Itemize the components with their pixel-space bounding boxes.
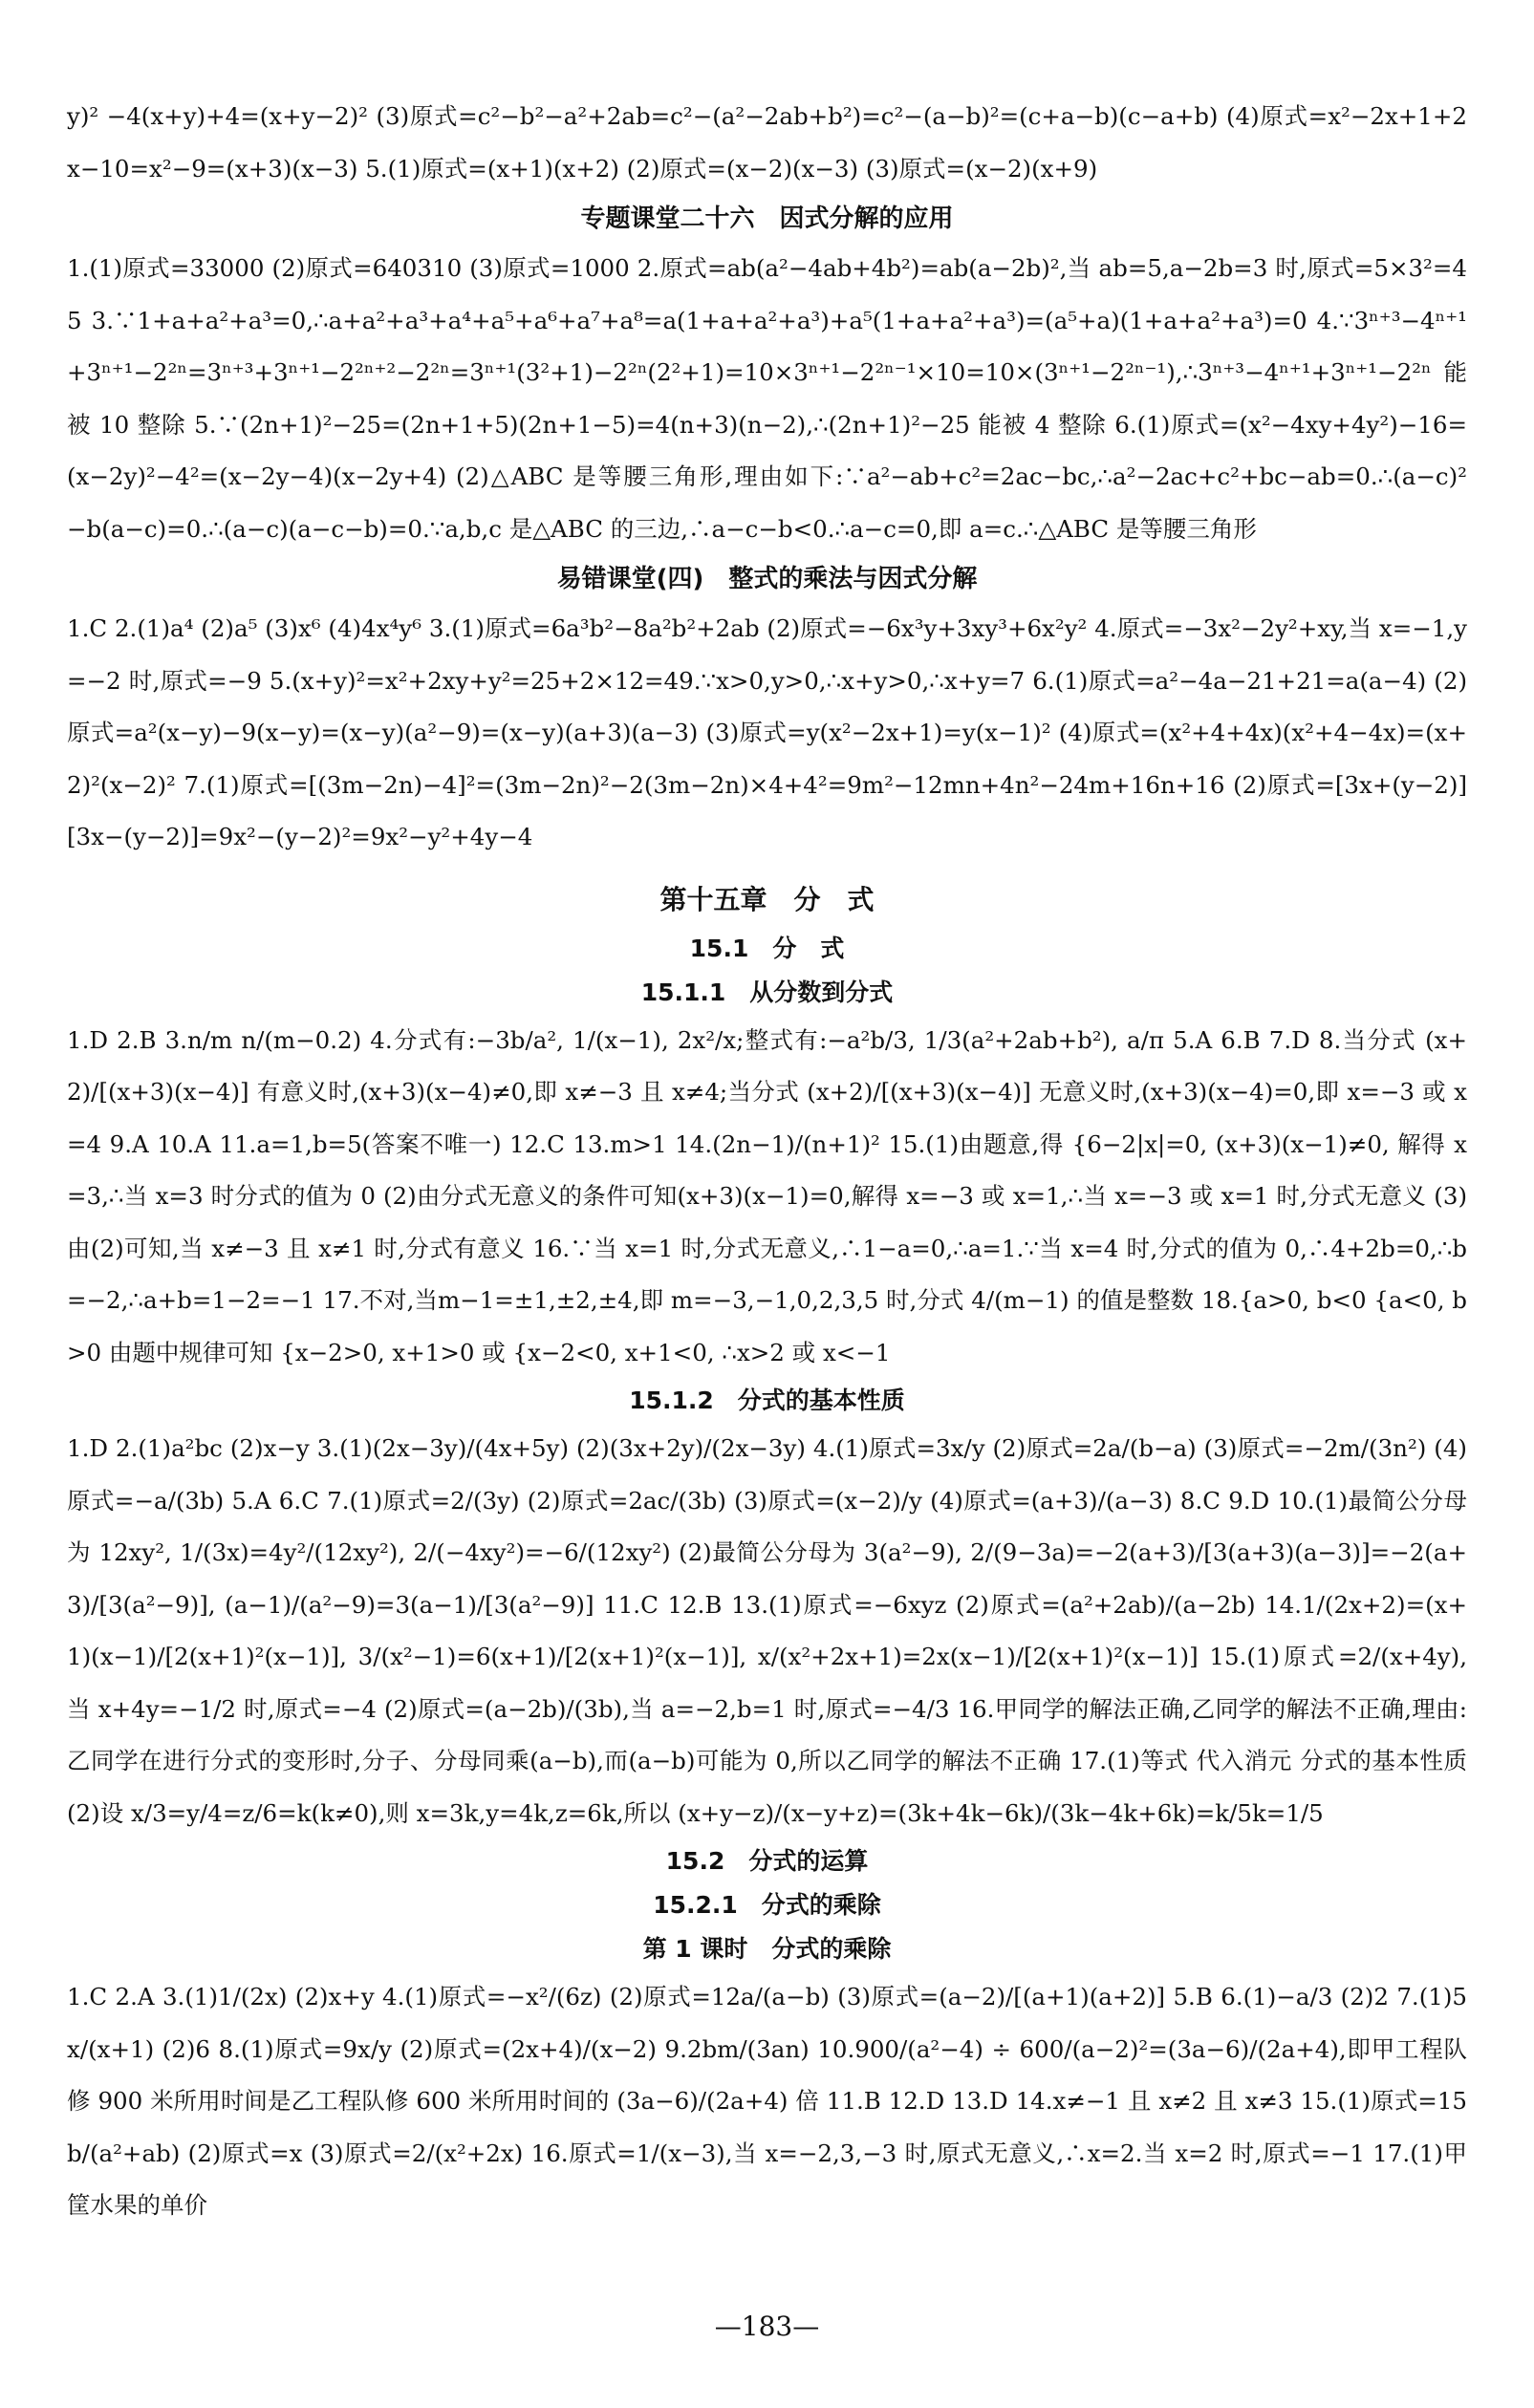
chapter-heading: 第十五章 分 式 <box>659 883 875 915</box>
subsection-heading: 15.2 分式的运算 <box>665 1847 869 1875</box>
answer-paragraph: 1.D 2.B 3.n/m n/(m−0.2) 4.分式有:−3b/a², 1/(x−1), 2x²/x;整式有:−a²b/3, 1/3(a²+2ab+b²), a/π 5.A 6.B 7.D 8.当分式 (x+2)/[(x+3)(x−4)] 有意义时,(x+3)(x−4)≠0,即 x≠−3 且 x≠4;当分式 (x+2)/[(x+3)(x−4)] 无意义时,(x+3)(x−4)=0,即 x=−3 或 x=4 9.A 10.A 11.a=1,b=5(答案不唯一) 12.C 13.m>1 14.(2n−1)/(n+1)² 15.(1)由题意,得 {6−2|x|=0, (x+3)(x−1)≠0, 解得 x=3,∴当 x=3 时分式的值为 0 (2)由分式无意义的条件可知(x+3)(x−1)=0,解得 x=−3 或 x=1,∴当 x=−3 或 x=1 时,分式无意义 (3)由(2)可知,当 x≠−3 且 x≠1 时,分式有意义 16.∵当 x=1 时,分式无意义,∴1−a=0,∴a=1.∵当 x=4 时,分式的值为 0,∴4+2b=0,∴b=−2,∴a+b=1−2=−1 17.不对,当m−1=±1,±2,±4,即 m=−3,−1,0,2,3,5 时,分式 4/(m−1) 的值是整数 18.{a>0, b<0 {a<0, b>0 由题中规律可知 {x−2>0, x+1>0 或 {x−2<0, x+1<0, ∴x>2 或 x<−1 <box>67 1025 1467 1366</box>
subsection-heading: 15.1 分 式 <box>689 934 845 962</box>
answer-content <box>67 91 1467 2232</box>
subsection-heading: 15.1.2 分式的基本性质 <box>629 1387 905 1414</box>
answer-paragraph: 1.C 2.A 3.(1)1/(2x) (2)x+y 4.(1)原式=−x²/(6z) (2)原式=12a/(a−b) (3)原式=(a−2)/[(a+1)(a+2)] 5.B 6.(1)−a/3 (2)2 7.(1)5x/(x+1) (2)6 8.(1)原式=9x/y (2)原式=(2x+4)/(x−2) 9.2bm/(3an) 10.900/(a²−4) ÷ 600/(a−2)²=(3a−6)/(2a+4),即甲工程队修 900 米所用时间是乙工程队修 600 米所用时间的 (3a−6)/(2a+4) 倍 11.B 12.D 13.D 14.x≠−1 且 x≠2 且 x≠3 15.(1)原式=15b/(a²+ab) (2)原式=x (3)原式=2/(x²+2x) 16.原式=1/(x−3),当 x=−2,3,−3 时,原式无意义,∴x=2.当 x=2 时,原式=−1 17.(1)甲筐水果的单价 <box>67 1983 1467 2219</box>
answer-paragraph: 1.C 2.(1)a⁴ (2)a⁵ (3)x⁶ (4)4x⁴y⁶ 3.(1)原式=6a³b²−8a²b²+2ab (2)原式=−6x³y+3xy³+6x²y² 4.原式=−3x²−2y²+xy,当 x=−1,y=−2 时,原式=−9 5.(x+y)²=x²+2xy+y²=25+2×12=49.∵x>0,y>0,∴x+y>0,∴x+y=7 6.(1)原式=a²−4a−21+21=a(a−4) (2)原式=a²(x−y)−9(x−y)=(x−y)(a²−9)=(x−y)(a+3)(a−3) (3)原式=y(x²−2x+1)=y(x−1)² (4)原式=(x²+4+4x)(x²+4−4x)=(x+2)²(x−2)² 7.(1)原式=[(3m−2n)−4]²=(3m−2n)²−2(3m−2n)×4+4²=9m²−12mn+4n²−24m+16n+16 (2)原式=[3x+(y−2)][3x−(y−2)]=9x²−(y−2)²=9x²−y²+4y−4 <box>67 614 1467 850</box>
answer-paragraph: 1.D 2.(1)a²bc (2)x−y 3.(1)(2x−3y)/(4x+5y) (2)(3x+2y)/(2x−3y) 4.(1)原式=3x/y (2)原式=2a/(b−a) (3)原式=−2m/(3n²) (4)原式=−a/(3b) 5.A 6.C 7.(1)原式=2/(3y) (2)原式=2ac/(3b) (3)原式=(x−2)/y (4)原式=(a+3)/(a−3) 8.C 9.D 10.(1)最简公分母为 12xy², 1/(3x)=4y²/(12xy²), 2/(−4xy²)=−6/(12xy²) (2)最简公分母为 3(a²−9), 2/(9−3a)=−2(a+3)/[3(a+3)(a−3)]=−2(a+3)/[3(a²−9)], (a−1)/(a²−9)=3(a−1)/[3(a²−9)] 11.C 12.B 13.(1)原式=−6xyz (2)原式=(a²+2ab)/(a−2b) 14.1/(2x+2)=(x+1)(x−1)/[2(x+1)²(x−1)], 3/(x²−1)=6(x+1)/[2(x+1)²(x−1)], x/(x²+2x+1)=2x(x−1)/[2(x+1)²(x−1)] 15.(1)原式=2/(x+4y),当 x+4y=−1/2 时,原式=−4 (2)原式=(a−2b)/(3b),当 a=−2,b=1 时,原式=−4/3 16.甲同学的解法正确,乙同学的解法不正确,理由:乙同学在进行分式的变形时,分子、分母同乘(a−b),而(a−b)可能为 0,所以乙同学的解法不正确 17.(1)等式 代入消元 分式的基本性质 (2)设 x/3=y/4=z/6=k(k≠0),则 x=3k,y=4k,z=6k,所以 (x+y−z)/(x−y+z)=(3k+4k−6k)/(3k−4k+6k)=k/5k=1/5 <box>67 1434 1467 1827</box>
subsection-heading: 15.1.1 从分数到分式 <box>640 978 894 1006</box>
subsection-heading: 15.2.1 分式的乘除 <box>653 1891 881 1919</box>
section-heading: 易错课堂(四) 整式的乘法与因式分解 <box>556 565 978 593</box>
subsection-heading: 第 1 课时 分式的乘除 <box>642 1935 892 1963</box>
section-heading: 专题课堂二十六 因式分解的应用 <box>580 204 954 233</box>
answer-paragraph: y)² −4(x+y)+4=(x+y−2)² (3)原式=c²−b²−a²+2ab=c²−(a²−2ab+b²)=c²−(a−b)²=(c+a−b)(c−a+b) (4)原式=x²−2x+1+2x−10=x²−9=(x+3)(x−3) 5.(1)原式=(x+1)(x+2) (2)原式=(x−2)(x−3) (3)原式=(x−2)(x+9) <box>67 102 1467 183</box>
page-number: —183— <box>714 2311 820 2342</box>
answer-paragraph: 1.(1)原式=33000 (2)原式=640310 (3)原式=1000 2.原式=ab(a²−4ab+4b²)=ab(a−2b)²,当 ab=5,a−2b=3 时,原式=5×3²=45 3.∵1+a+a²+a³=0,∴a+a²+a³+a⁴+a⁵+a⁶+a⁷+a⁸=a(1+a+a²+a³)+a⁵(1+a+a²+a³)=(a⁵+a)(1+a+a²+a³)=0 4.∵3ⁿ⁺³−4ⁿ⁺¹+3ⁿ⁺¹−2²ⁿ=3ⁿ⁺³+3ⁿ⁺¹−2²ⁿ⁺²−2²ⁿ=3ⁿ⁺¹(3²+1)−2²ⁿ(2²+1)=10×3ⁿ⁺¹−2²ⁿ⁻¹×10=10×(3ⁿ⁺¹−2²ⁿ⁻¹),∴3ⁿ⁺³−4ⁿ⁺¹+3ⁿ⁺¹−2²ⁿ能被 10 整除 5.∵(2n+1)²−25=(2n+1+5)(2n+1−5)=4(n+3)(n−2),∴(2n+1)²−25 能被 4 整除 6.(1)原式=(x²−4xy+4y²)−16=(x−2y)²−4²=(x−2y−4)(x−2y+4) (2)△ABC 是等腰三角形,理由如下:∵a²−ab+c²=2ac−bc,∴a²−2ac+c²+bc−ab=0.∴(a−c)²−b(a−c)=0.∴(a−c)(a−c−b)=0.∵a,b,c 是△ABC 的三边,∴a−c−b<0.∴a−c=0,即 a=c.∴△ABC 是等腰三角形 <box>67 254 1467 543</box>
